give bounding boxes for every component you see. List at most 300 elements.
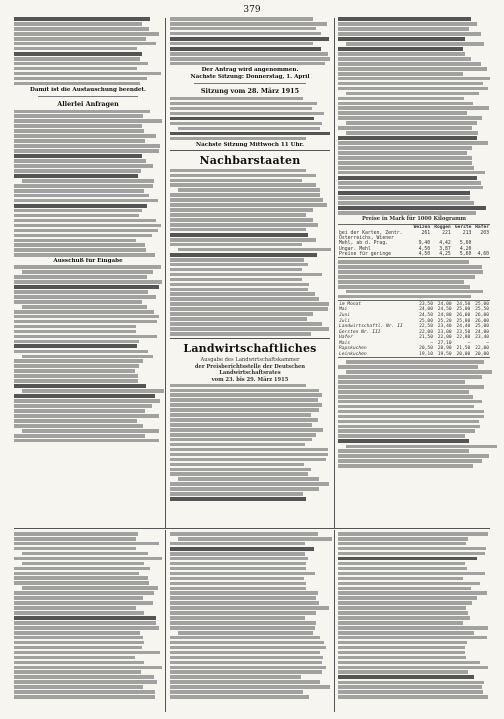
text-line — [14, 189, 144, 193]
text-line — [14, 379, 138, 383]
text-line — [14, 124, 142, 128]
text-line — [14, 621, 156, 625]
text-line — [14, 265, 161, 269]
text-line — [338, 681, 484, 685]
text-line — [338, 464, 473, 468]
text-line — [14, 164, 153, 168]
table-cell: 22,00 — [475, 346, 489, 352]
text-line — [338, 449, 469, 453]
text-line — [14, 394, 155, 398]
text-line — [338, 136, 477, 140]
table-cell: 4,60 — [477, 252, 489, 258]
table-cell: 9,40 — [418, 241, 431, 247]
text-line — [14, 209, 142, 213]
text-line — [170, 482, 329, 486]
text-line — [338, 601, 472, 605]
table-cell: Preise für geringe — [339, 252, 391, 258]
text-line — [338, 420, 479, 424]
column-1 — [14, 17, 162, 444]
table-cell: Rapskuchen — [339, 346, 367, 352]
text-line — [170, 606, 329, 610]
table-cell: 4,42 — [439, 241, 451, 247]
text-line — [170, 695, 309, 699]
table-cell: 27,10 — [437, 340, 452, 346]
table-cell: Mai — [339, 307, 348, 313]
text-line — [14, 340, 139, 344]
table-cell: Juli — [339, 318, 351, 324]
text-line — [170, 582, 306, 586]
text-line — [170, 393, 322, 397]
text-line — [14, 636, 143, 640]
text-line — [338, 611, 468, 615]
text-line — [170, 403, 322, 407]
text-line — [170, 670, 322, 674]
text-line — [14, 695, 155, 699]
table-cell: 24,00 — [437, 301, 452, 307]
text-line — [14, 330, 136, 334]
table-cell: 4,50 — [418, 246, 431, 252]
text-line — [14, 680, 157, 684]
table-cell: 19,10 — [419, 352, 433, 358]
text-line — [14, 325, 136, 329]
table-cell: 203 — [480, 230, 489, 236]
text-line — [170, 179, 302, 183]
text-line — [338, 562, 465, 566]
text-line — [14, 409, 145, 413]
text-line — [170, 198, 323, 202]
page-number: 379 — [243, 5, 261, 15]
text-line — [338, 191, 470, 195]
text-line — [14, 229, 158, 233]
text-line — [338, 577, 463, 581]
text-line — [178, 477, 319, 481]
text-line — [14, 275, 147, 279]
text-line — [338, 206, 486, 210]
text-line — [338, 542, 466, 546]
table-cell: Mais — [339, 340, 351, 346]
text-line — [170, 389, 319, 393]
text-line — [14, 52, 142, 56]
text-line — [170, 117, 314, 121]
text-line — [170, 169, 306, 173]
text-line — [170, 174, 316, 178]
text-line — [338, 646, 465, 650]
text-block — [170, 97, 330, 141]
text-line — [338, 567, 467, 571]
text-line — [170, 492, 303, 496]
text-line — [178, 537, 332, 541]
text-line — [14, 315, 159, 319]
text-line — [14, 214, 139, 218]
text-line — [338, 547, 486, 551]
text-line — [338, 690, 483, 694]
text-line — [14, 169, 141, 173]
text-line — [338, 156, 472, 160]
text-line — [338, 596, 477, 600]
table-cell: 23,50 — [456, 329, 471, 335]
text-line — [346, 445, 497, 449]
text-line — [338, 591, 487, 595]
text-line — [170, 562, 306, 566]
text-line — [14, 67, 137, 71]
text-line — [170, 203, 327, 207]
section-heading: Nachbarstaaten — [199, 153, 301, 167]
bold-line: Nächste Sitzung Mittwoch 11 Uhr. — [196, 141, 304, 148]
table-cell: 3,87 — [439, 246, 451, 252]
text-line — [170, 238, 316, 242]
text-line — [170, 17, 313, 21]
text-line — [170, 641, 324, 645]
text-line — [338, 141, 488, 145]
text-line — [14, 300, 142, 304]
text-line — [170, 408, 319, 412]
section-heading: Sitzung vom 28. März 1915 — [200, 86, 300, 95]
text-line — [170, 413, 311, 417]
text-line — [170, 208, 313, 212]
text-line — [170, 666, 326, 670]
text-line — [170, 193, 320, 197]
subheading: vom 23. bis 29. März 1915 — [211, 376, 289, 383]
text-line — [338, 552, 485, 556]
text-line — [14, 557, 162, 561]
text-line — [170, 307, 328, 311]
text-line — [338, 295, 471, 299]
table-header-cell: Weizen — [413, 225, 431, 231]
text-line — [170, 317, 307, 321]
text-line — [338, 626, 488, 630]
table-cell: 24,50 — [437, 307, 452, 313]
table-cell: 24,40 — [456, 324, 471, 330]
text-line — [338, 102, 473, 106]
text-line — [170, 243, 302, 247]
table-cell: 24,50 — [419, 312, 433, 318]
table-cell: 4,50 — [418, 252, 431, 258]
text-line — [338, 606, 466, 610]
text-line — [170, 268, 302, 272]
text-line — [338, 365, 478, 369]
text-line — [14, 675, 154, 679]
text-line — [170, 468, 311, 472]
table-cell: — — [486, 340, 489, 346]
text-line — [170, 102, 317, 106]
text-line — [170, 591, 318, 595]
text-line — [338, 410, 484, 414]
text-line — [338, 661, 480, 665]
text-line — [14, 646, 142, 650]
text-line — [14, 350, 148, 354]
text-line — [14, 194, 149, 198]
table-cell: 20,00 — [456, 352, 471, 358]
text-line — [14, 419, 137, 423]
text-line — [338, 82, 483, 86]
text-line — [338, 641, 467, 645]
text-line — [22, 179, 154, 183]
table-cell: 26,00 — [475, 312, 489, 318]
text-line — [170, 685, 330, 689]
text-line — [14, 22, 142, 26]
text-line — [338, 97, 464, 101]
text-line — [14, 685, 143, 689]
text-line — [14, 72, 161, 76]
text-line — [14, 114, 143, 118]
text-line — [338, 201, 474, 205]
text-line — [170, 651, 320, 655]
text-line — [338, 587, 471, 591]
text-line — [170, 37, 329, 41]
bold-line: Damit ist die Austauschung beendet. — [30, 86, 146, 93]
text-line — [338, 656, 466, 660]
text-line — [170, 572, 315, 576]
text-line — [170, 567, 306, 571]
text-line — [170, 463, 304, 467]
text-line — [14, 243, 145, 247]
text-line — [14, 234, 152, 238]
table-cell: 25,00 — [475, 301, 489, 307]
table-cell: 22,80 — [456, 335, 471, 341]
text-line — [170, 283, 309, 287]
text-line — [14, 17, 150, 21]
separator — [170, 150, 330, 151]
text-block — [338, 260, 490, 298]
text-line — [338, 52, 465, 56]
text-line — [170, 183, 316, 187]
text-block — [14, 265, 162, 442]
text-line — [170, 312, 313, 316]
text-line — [170, 661, 322, 665]
text-line — [178, 127, 320, 131]
table-cell: 261 — [421, 230, 431, 236]
text-line — [338, 47, 463, 51]
text-line — [338, 126, 472, 130]
table-cell: 22,00 — [437, 335, 452, 341]
text-line — [170, 487, 319, 491]
text-line — [338, 285, 470, 289]
text-line — [338, 77, 490, 81]
text-line — [170, 626, 315, 630]
text-line — [338, 572, 485, 576]
text-line — [170, 52, 328, 56]
text-line — [346, 131, 478, 135]
text-line — [338, 27, 469, 31]
text-line — [170, 258, 304, 262]
text-line — [14, 82, 140, 86]
text-line — [170, 327, 329, 331]
text-line — [338, 106, 489, 110]
text-line — [170, 680, 320, 684]
text-line — [14, 424, 143, 428]
table-cell: 21,50 — [456, 346, 471, 352]
text-line — [170, 616, 305, 620]
text-line — [338, 429, 475, 433]
table-cell: Ungar. Mehl — [339, 246, 371, 252]
text-line — [346, 290, 483, 294]
table-row — [338, 252, 490, 257]
text-line — [14, 414, 159, 418]
text-line — [170, 132, 330, 136]
separator — [194, 83, 306, 84]
text-block — [170, 17, 330, 65]
table-cell: Österreichs, Wiener — [339, 235, 394, 241]
text-block — [14, 17, 162, 85]
text-line — [22, 429, 159, 433]
text-block — [170, 532, 330, 699]
table-title: Preise in Mark für 1000 Kilogramm — [361, 215, 467, 222]
text-line — [14, 27, 149, 31]
text-line — [346, 121, 477, 125]
text-line — [170, 542, 305, 546]
text-line — [338, 37, 465, 41]
text-line — [338, 380, 465, 384]
text-line — [338, 57, 471, 61]
text-line — [14, 567, 150, 571]
text-line — [14, 581, 149, 585]
column-rule — [334, 18, 335, 528]
text-line — [14, 219, 156, 223]
text-line — [170, 458, 326, 462]
text-line — [338, 171, 485, 175]
text-block — [338, 17, 490, 215]
text-line — [338, 270, 483, 274]
text-line — [14, 119, 162, 123]
text-line — [338, 67, 487, 71]
text-line — [14, 335, 157, 339]
text-line — [338, 459, 482, 463]
text-line — [170, 577, 304, 581]
text-line — [170, 656, 323, 660]
text-line — [14, 110, 150, 114]
text-line — [170, 557, 308, 561]
text-line — [170, 532, 318, 536]
table-cell: 20,90 — [437, 346, 452, 352]
text-line — [338, 400, 482, 404]
text-line — [338, 116, 482, 120]
text-block — [170, 169, 330, 336]
text-line — [178, 248, 331, 252]
text-line — [22, 389, 164, 393]
text-line — [338, 32, 481, 36]
table-cell: 24,50 — [456, 301, 471, 307]
horizontal-rule — [14, 528, 490, 529]
text-line — [170, 601, 319, 605]
text-line — [170, 547, 314, 551]
table-cell: 21,50 — [419, 335, 433, 341]
table-cell: bei der Karten, Zentr. — [339, 230, 403, 236]
text-line — [338, 211, 476, 215]
text-line — [170, 112, 324, 116]
text-line — [14, 611, 144, 615]
text-line — [170, 22, 327, 26]
text-line — [14, 320, 157, 324]
column-1-lower — [14, 532, 162, 700]
text-line — [170, 278, 302, 282]
separator — [170, 338, 330, 339]
price-table-large — [338, 300, 490, 358]
table-cell: 23,00 — [437, 329, 452, 335]
text-line — [170, 472, 308, 476]
text-line — [338, 275, 475, 279]
text-line — [338, 675, 474, 679]
table-row — [338, 352, 490, 358]
text-line — [338, 265, 482, 269]
table-cell: 25,50 — [475, 307, 489, 313]
text-block — [338, 532, 490, 699]
text-line — [338, 17, 471, 21]
column-2 — [170, 17, 330, 502]
text-line — [14, 399, 160, 403]
text-line — [338, 557, 477, 561]
text-line — [338, 72, 463, 76]
text-line — [14, 310, 154, 314]
text-line — [338, 415, 484, 419]
text-line — [170, 690, 303, 694]
text-line — [170, 332, 311, 336]
bold-line: Der Antrag wird angenommen. — [201, 66, 299, 73]
text-line — [14, 253, 155, 257]
table-cell: 20,00 — [475, 352, 489, 358]
price-table-small — [338, 224, 490, 258]
table-cell: — — [430, 340, 433, 346]
table-cell: Juni — [339, 312, 351, 318]
table-cell: Mehl, ab d. Prag. — [339, 241, 389, 247]
table-cell: 25,20 — [437, 318, 452, 324]
text-line — [14, 62, 148, 66]
text-line — [170, 233, 308, 237]
text-line — [170, 675, 301, 679]
text-line — [14, 542, 159, 546]
text-line — [14, 248, 146, 252]
table-cell: im Monat — [339, 301, 362, 307]
text-line — [14, 369, 135, 373]
text-line — [170, 297, 319, 301]
column-3 — [338, 17, 490, 469]
text-line — [170, 292, 315, 296]
text-line — [14, 154, 142, 158]
table-cell: 25,80 — [456, 318, 471, 324]
text-line — [14, 47, 137, 51]
text-line — [14, 149, 159, 153]
text-line — [22, 562, 144, 566]
text-line — [338, 685, 482, 689]
text-line — [14, 37, 146, 41]
text-line — [22, 305, 147, 309]
text-line — [170, 273, 322, 277]
text-line — [338, 532, 488, 536]
table-cell: 19,50 — [437, 352, 452, 358]
text-line — [170, 27, 316, 31]
text-line — [338, 111, 467, 115]
text-line — [338, 151, 467, 155]
table-cell: 23,50 — [419, 301, 433, 307]
text-line — [14, 601, 153, 605]
text-line — [170, 448, 328, 452]
table-cell: 20,50 — [419, 346, 433, 352]
text-line — [14, 641, 144, 645]
text-line — [170, 263, 308, 267]
text-line — [14, 606, 136, 610]
text-line — [338, 695, 488, 699]
text-line — [170, 453, 328, 457]
text-line — [14, 144, 160, 148]
text-line — [338, 439, 469, 443]
text-line — [338, 405, 474, 409]
text-block — [170, 384, 330, 501]
text-line — [170, 47, 321, 51]
text-line — [346, 360, 484, 364]
text-line — [170, 62, 325, 66]
table-cell: 213 — [462, 230, 472, 236]
text-line — [14, 364, 139, 368]
text-line — [170, 587, 306, 591]
